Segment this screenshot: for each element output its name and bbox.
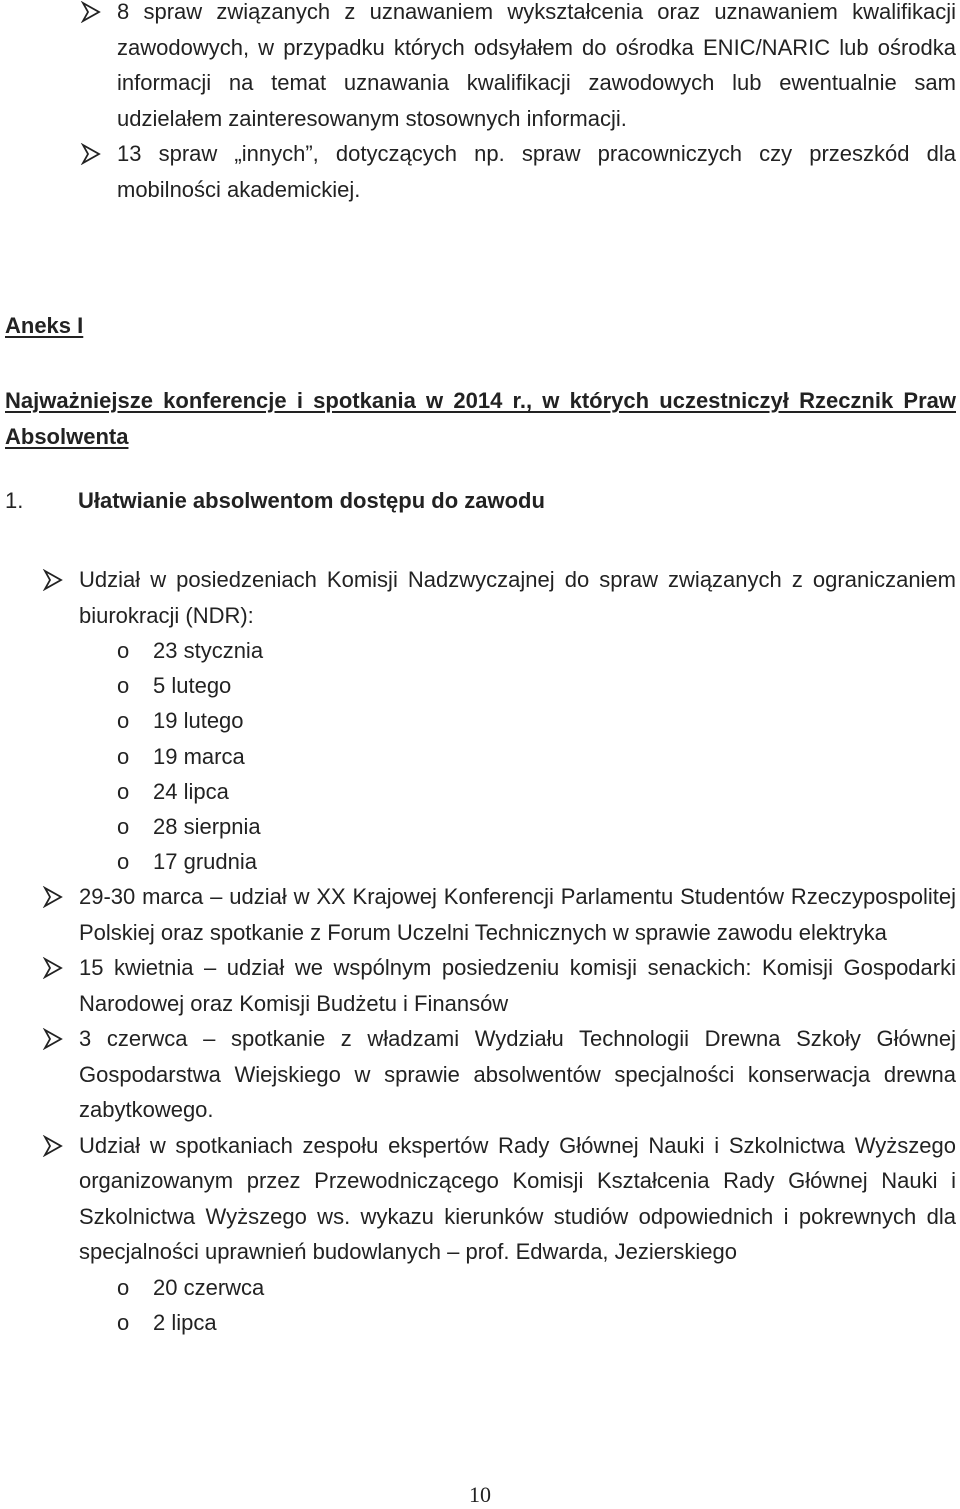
list-item-text: 3 czerwca – spotkanie z władzami Wydziału Technologii Drewna Szkoły Głównej Gospodarstwa Wiejskiego w sprawie absolwentów specjalności konserwacja drewna zabytkowego. — [79, 1026, 956, 1123]
arrowhead-bullet-icon — [42, 569, 64, 591]
arrowhead-bullet-icon — [42, 886, 64, 908]
circle-bullet-icon: o — [117, 1274, 130, 1300]
sub-list-item: o 19 marca — [79, 739, 956, 774]
sub-list-item: o 28 sierpnia — [79, 809, 956, 844]
page-number: 10 — [469, 1482, 491, 1507]
circle-bullet-icon: o — [117, 743, 130, 769]
circle-bullet-icon: o — [117, 849, 130, 875]
circle-bullet-icon: o — [117, 814, 130, 840]
section-heading — [5, 488, 545, 514]
list-item-text: 8 spraw związanych z uznawaniem wykształcenia oraz uznawaniem kwalifikacji zawodowych, w przypadku których odsyłałem do ośrodka ENIC/NARIC lub ośrodka informacji na temat uznawania kwalifikacji zawodowych lub ewentualnie sam udzielałem zainteresowanym stosownych informacji. — [117, 0, 956, 131]
list-item-text: Udział w spotkaniach zespołu ekspertów Rady Głównej Nauki i Szkolnictwa Wyższego organizowanym przez Przewodniczącego Komisji Kształcenia Rady Głównej Nauki i Szkolnictwa Wyższego ws. wykazu kierunków studiów odpowiednich i pokrewnych dla specjalności uprawnień budowlanych – prof. Edwarda, Jezierskiego — [79, 1132, 956, 1265]
event-list — [42, 562, 956, 1340]
list-item — [42, 1128, 956, 1340]
circle-bullet-icon: o — [117, 638, 130, 663]
sub-list-item: o 23 stycznia — [79, 633, 956, 668]
sub-list-item: o 2 lipca — [79, 1305, 956, 1340]
list-item — [42, 1021, 956, 1128]
list-item-text: 13 spraw „innych”, dotyczących np. spraw pracowniczych czy przeszkód dla mobilności akademickiej. — [117, 141, 956, 202]
circle-bullet-icon: o — [117, 778, 130, 804]
list-item — [42, 879, 956, 950]
arrowhead-bullet-icon — [80, 1, 102, 23]
arrowhead-bullet-icon — [80, 143, 102, 165]
date-sublist — [79, 1270, 956, 1340]
sub-list-item: o 5 lutego — [79, 668, 956, 703]
circle-bullet-icon: o — [117, 673, 130, 699]
sub-list-item: o 19 lutego — [79, 703, 956, 738]
list-item — [42, 950, 956, 1021]
section-title: Ułatwianie absolwentom dostępu do zawodu — [78, 488, 545, 513]
section-number: 1. — [5, 488, 24, 513]
circle-bullet-icon: o — [117, 1310, 130, 1336]
annex-title: Aneks I — [5, 313, 84, 338]
annex-subtitle: Najważniejsze konferencje i spotkania w 2014 r., w których uczestniczył Rzecznik Praw Absolwenta — [5, 388, 956, 449]
arrowhead-bullet-icon — [42, 1028, 64, 1050]
list-item-text: Udział w posiedzeniach Komisji Nadzwyczajnej do spraw związanych z ograniczaniem biurokracji (NDR): — [79, 567, 956, 628]
sub-list-item: o 20 czerwca — [79, 1270, 956, 1305]
arrowhead-bullet-icon — [42, 957, 64, 979]
date-sublist — [79, 633, 956, 879]
list-item — [80, 0, 956, 136]
top-bullet-list — [80, 0, 956, 207]
list-item-text: 29-30 marca – udział w XX Krajowej Konferencji Parlamentu Studentów Rzeczypospolitej Polskiej oraz spotkanie z Forum Uczelni Technicznych w sprawie zawodu elektryka — [79, 884, 956, 945]
sub-list-item: o 17 grudnia — [79, 844, 956, 879]
arrowhead-bullet-icon — [42, 1135, 64, 1157]
list-item — [42, 562, 956, 879]
list-item-text: 15 kwietnia – udział we wspólnym posiedzeniu komisji senackich: Komisji Gospodarki Narodowej oraz Komisji Budżetu i Finansów — [79, 955, 956, 1016]
sub-list-item: o 24 lipca — [79, 774, 956, 809]
list-item — [80, 136, 956, 207]
circle-bullet-icon: o — [117, 708, 130, 734]
